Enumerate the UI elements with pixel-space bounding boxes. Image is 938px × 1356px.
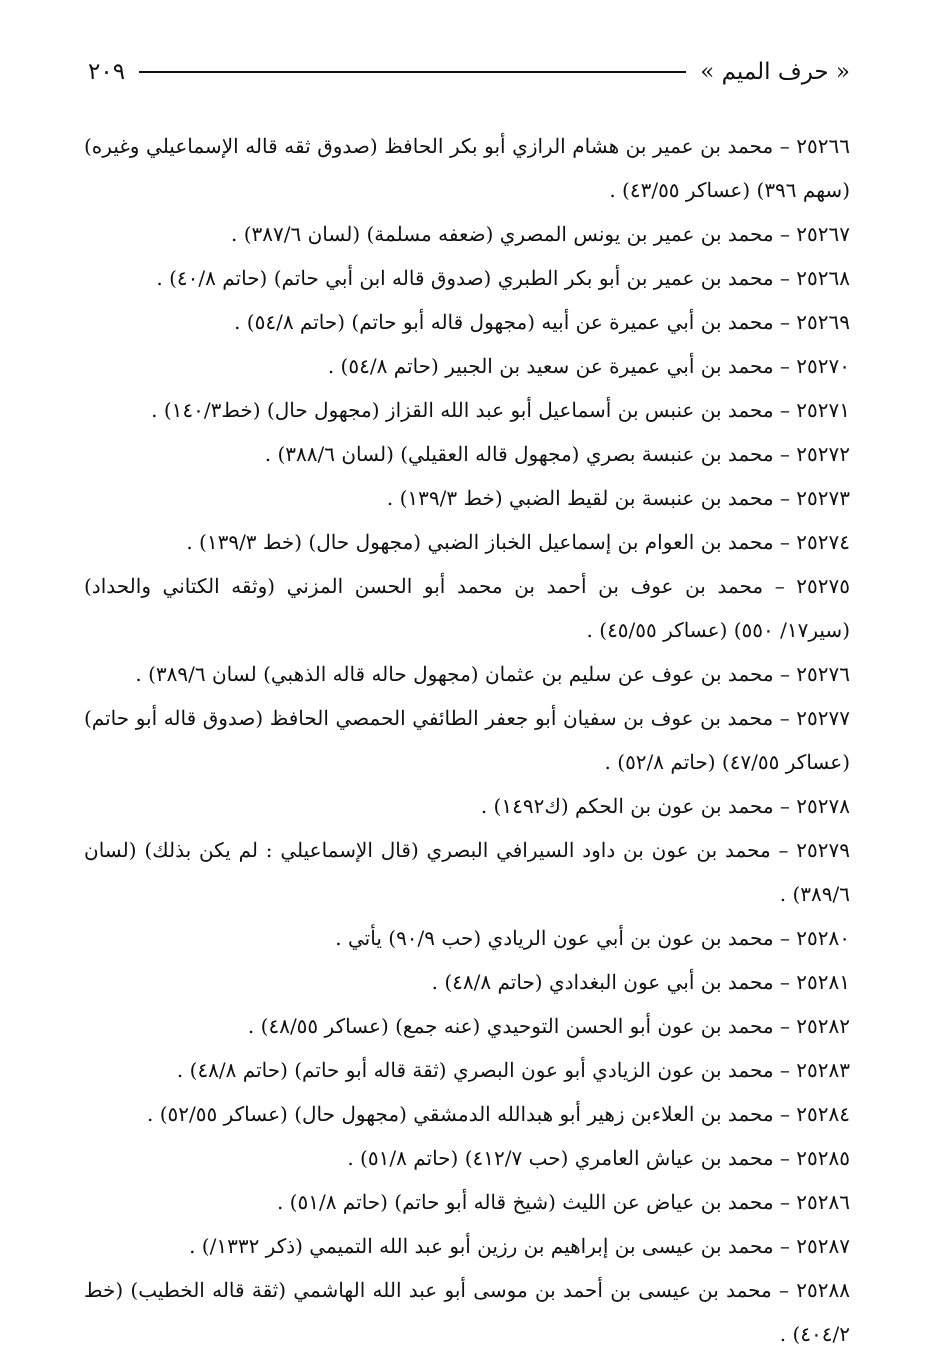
entry-25266 — [84, 124, 850, 212]
entry-text: ٢٥٢٦٨ – محمد بن عمير بن أبو بكر الطبري (صدوق قاله ابن أبي حاتم) (حاتم ٤٠/٨) . — [156, 266, 850, 290]
entry-text: ٢٥٢٨١ – محمد بن أبي عون البغدادي (حاتم ٤٨/٨) . — [431, 970, 850, 994]
entry-25287 — [84, 1224, 850, 1268]
entry-25277 — [84, 696, 850, 784]
entry-text: ٢٥٢٧٦ – محمد بن عوف عن سليم بن عثمان (مجهول حاله قاله الذهبي) لسان ٣٨٩/٦) . — [135, 662, 850, 686]
entry-text: ٢٥٢٧٥ – محمد بن عوف بن أحمد بن محمد أبو الحسن المزني (وثقه الكتاني والحداد) (سير١٧/ ٥٥٠) (عساكر ٤٥/٥٥) . — [84, 574, 850, 642]
entry-25285 — [84, 1136, 850, 1180]
entry-25275 — [84, 564, 850, 652]
entry-25284 — [84, 1092, 850, 1136]
entry-text: ٢٥٢٧٠ – محمد بن أبي عميرة عن سعيد بن الجبير (حاتم ٥٤/٨) . — [327, 354, 850, 378]
entry-text: ٢٥٢٨٢ – محمد بن عون أبو الحسن التوحيدي (عنه جمع) (عساكر ٤٨/٥٥) . — [247, 1014, 850, 1038]
entry-25286 — [84, 1180, 850, 1224]
entry-text: ٢٥٢٧١ – محمد بن عنبس بن أسماعيل أبو عبد الله القزاز (مجهول حال) (خط١٤٠/٣) . — [151, 398, 850, 422]
entry-25271 — [84, 388, 850, 432]
entry-text: ٢٥٢٨٥ – محمد بن عياش العامري (حب ٤١٢/٧) (حاتم ٥١/٨) . — [347, 1146, 850, 1170]
entry-text: ٢٥٢٨٣ – محمد بن عون الزيادي أبو عون البصري (ثقة قاله أبو حاتم) (حاتم ٤٨/٨) . — [176, 1058, 850, 1082]
entry-text: ٢٥٢٧٨ – محمد بن عون بن الحكم (ك١٤٩٢) . — [480, 794, 850, 818]
entry-text: ٢٥٢٦٦ – محمد بن عمير بن هشام الرازي أبو بكر الحافظ (صدوق ثقه قاله الإسماعيلي وغيره) (سهم ٣٩٦) (عساكر ٤٣/٥٥) . — [84, 134, 850, 202]
entry-text: ٢٥٢٧٧ – محمد بن عوف بن سفيان أبو جعفر الطائفي الحمصي الحافظ (صدوق قاله أبو حاتم) (عساكر ٤٧/٥٥) (حاتم ٥٢/٨) . — [84, 706, 851, 774]
entry-list — [84, 124, 850, 1356]
entry-25270 — [84, 344, 850, 388]
entry-text: ٢٥٢٧٩ – محمد بن عون بن داود السيرافي البصري (قال الإسماعيلي : لم يكن بذلك) (لسان ٣٨٩/٦) . — [84, 838, 850, 906]
entry-25281 — [84, 960, 850, 1004]
entry-text: ٢٥٢٨٦ – محمد بن عياض عن الليث (شيخ قاله أبو حاتم) (حاتم ٥١/٨) . — [276, 1190, 850, 1214]
entry-25269 — [84, 300, 850, 344]
entry-25282 — [84, 1004, 850, 1048]
entry-text: ٢٥٢٨٤ – محمد بن العلاءبن زهير أبو هبدالله الدمشقي (مجهول حال) (عساكر ٥٢/٥٥) . — [147, 1102, 850, 1126]
running-head: « حرف الميم » — [700, 59, 850, 85]
entry-text: ٢٥٢٨٨ – محمد بن عيسى بن أحمد بن موسى أبو عبد الله الهاشمي (ثقة قاله الخطيب) (خط ٤٠٤/٢) . — [84, 1278, 850, 1346]
entry-text: ٢٥٢٧٤ – محمد بن العوام بن إسماعيل الخباز الضبي (مجهول حال) (خط ١٣٩/٣) . — [186, 530, 850, 554]
entry-text: ٢٥٢٧٢ – محمد بن عنبسة بصري (مجهول قاله العقيلي) (لسان ٣٨٨/٦) . — [264, 442, 850, 466]
entry-25278 — [84, 784, 850, 828]
page-header — [88, 52, 850, 92]
header-rule — [139, 71, 686, 73]
entry-text: ٢٥٢٦٩ – محمد بن أبي عميرة عن أبيه (مجهول قاله أبو حاتم) (حاتم ٥٤/٨) . — [234, 310, 850, 334]
entry-text: ٢٥٢٨٠ – محمد بن عون بن أبي عون الريادي (حب ٩٠/٩) يأتي . — [335, 926, 850, 950]
entry-25273 — [84, 476, 850, 520]
entry-text: ٢٥٢٦٧ – محمد بن عمير بن يونس المصري (ضعفه مسلمة) (لسان ٣٨٧/٦) . — [231, 222, 850, 246]
entry-25272 — [84, 432, 850, 476]
entry-25274 — [84, 520, 850, 564]
entry-25283 — [84, 1048, 850, 1092]
entry-25279 — [84, 828, 850, 916]
entry-25280 — [84, 916, 850, 960]
entry-text: ٢٥٢٨٧ – محمد بن عيسى بن إبراهيم بن رزين أبو عبد الله التميمي (ذكر ١٣٣٢/) . — [189, 1234, 850, 1258]
entry-25268 — [84, 256, 850, 300]
entry-25267 — [84, 212, 850, 256]
entry-25276 — [84, 652, 850, 696]
entry-25288 — [84, 1268, 850, 1356]
entry-text: ٢٥٢٧٣ – محمد بن عنبسة بن لقيط الضبي (خط ١٣٩/٣) . — [386, 486, 850, 510]
page-number: ٢٠٩ — [88, 59, 126, 85]
